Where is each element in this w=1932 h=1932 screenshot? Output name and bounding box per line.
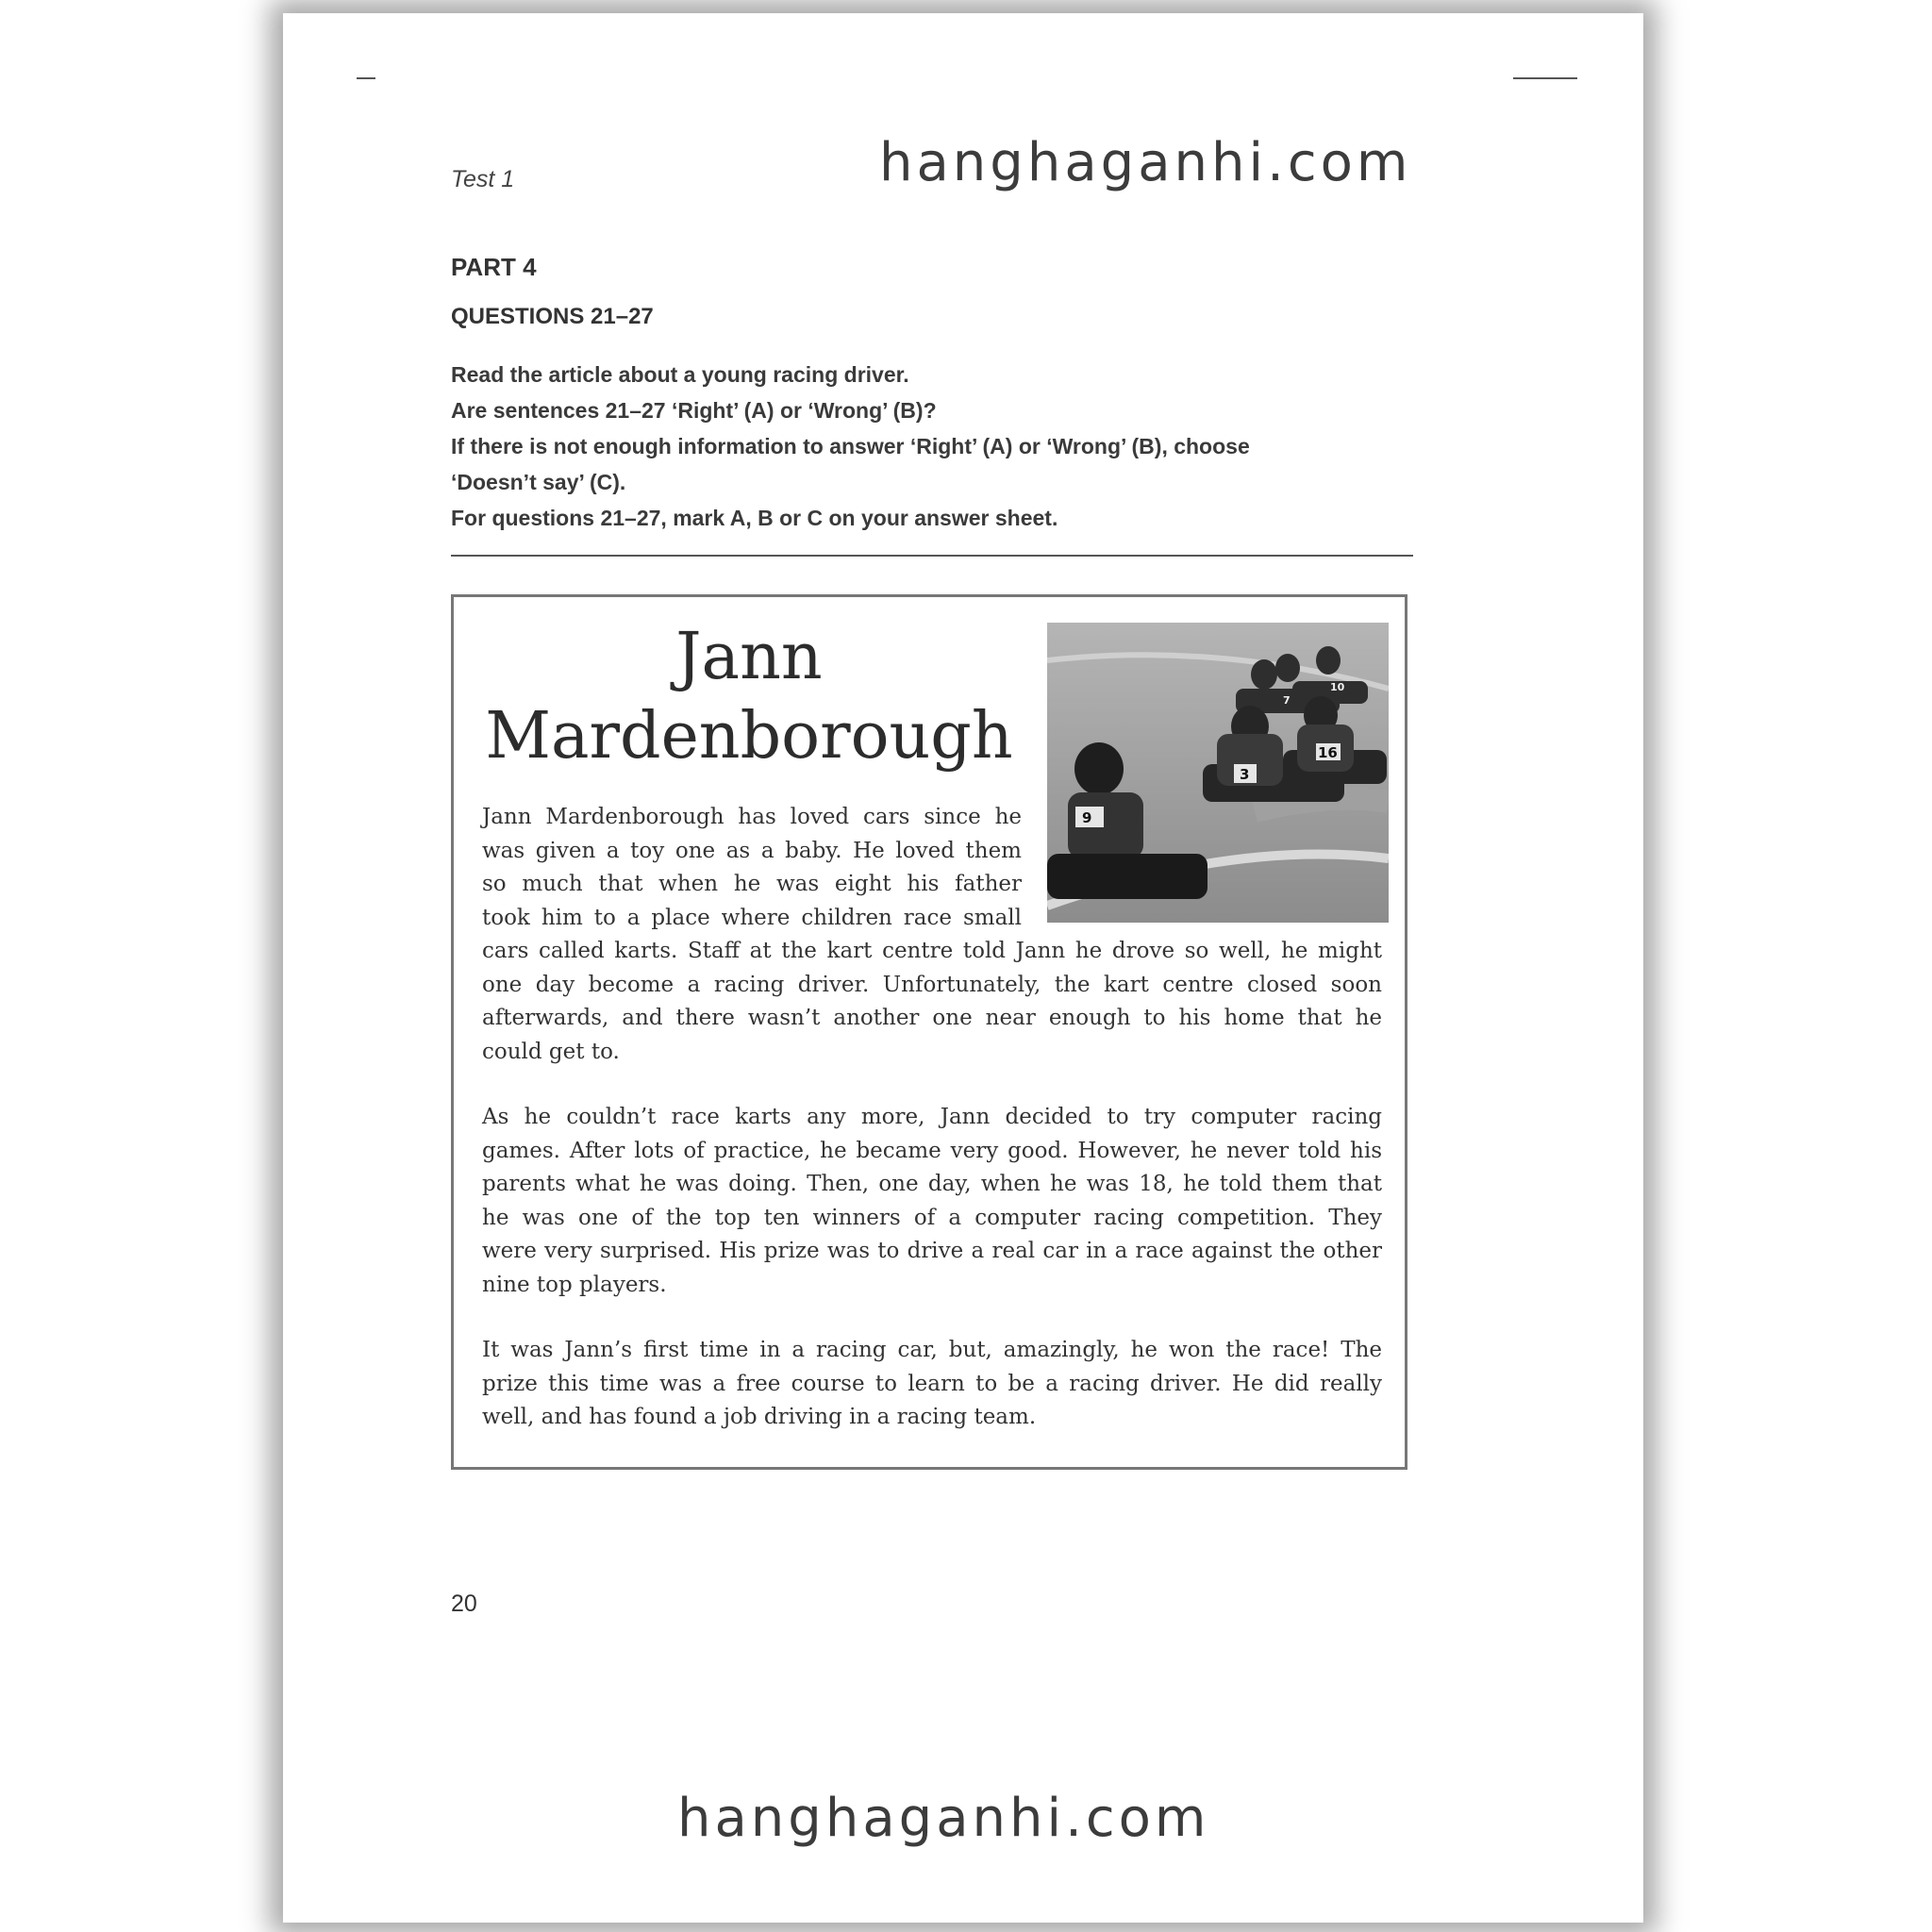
text-line: prize this time was a free course to learn to be a racing driver. He did really: [482, 1371, 1382, 1396]
kart-number: 3: [1240, 766, 1250, 783]
text-line: It was Jann’s first time in a racing car, but, amazingly, he won the race! The: [482, 1338, 1382, 1362]
kart-number: 10: [1330, 681, 1345, 693]
page-number: 20: [451, 1591, 477, 1617]
part-title: PART 4: [451, 253, 537, 281]
text-line: nine top players.: [482, 1272, 667, 1297]
questions-range: QUESTIONS 21–27: [451, 304, 654, 329]
instruction-line: ‘Doesn’t say’ (C).: [451, 470, 626, 494]
text-line: Jann Mardenborough has loved cars since he: [482, 805, 1022, 829]
watermark-bottom: hanghaganhi.com: [677, 1788, 1210, 1849]
instruction-line: Are sentences 21–27 ‘Right’ (A) or ‘Wrong’ (B)?: [451, 398, 937, 423]
text-line: was given a toy one as a baby. He loved them: [482, 838, 1022, 863]
instruction-line: Read the article about a young racing driver.: [451, 362, 909, 387]
instruction-line: If there is not enough information to answer ‘Right’ (A) or ‘Wrong’ (B), choose: [451, 434, 1250, 458]
text-line: afterwards, and there wasn’t another one near enough to his home that he: [482, 1006, 1382, 1030]
article-title-line1: Jann: [675, 620, 823, 694]
section-divider: [451, 555, 1413, 557]
text-line: As he couldn’t race karts any more, Jann decided to try computer racing: [482, 1105, 1382, 1129]
text-line: so much that when he was eight his father: [482, 872, 1022, 896]
instruction-line: For questions 21–27, mark A, B or C on your answer sheet.: [451, 506, 1058, 530]
article-paragraph-3: [482, 1334, 1382, 1435]
text-line: could get to.: [482, 1039, 620, 1064]
article-title-line2: Mardenborough: [485, 699, 1013, 774]
test-label: Test 1: [451, 166, 515, 192]
article-title: [485, 618, 1013, 776]
text-line: took him to a place where children race small: [482, 905, 1022, 930]
text-line: cars called karts. Staff at the kart centre told Jann he drove so well, he might: [482, 939, 1382, 963]
text-line: parents what he was doing. Then, one day, when he was 18, he told them that: [482, 1172, 1382, 1196]
crop-mark-left: [357, 77, 375, 79]
kart-number: 7: [1283, 694, 1291, 707]
kart-number: 9: [1082, 809, 1092, 826]
watermark-top: hanghaganhi.com: [879, 132, 1412, 193]
kart-number: 16: [1318, 744, 1338, 761]
text-line: one day become a racing driver. Unfortunately, the kart centre closed soon: [482, 972, 1382, 997]
crop-mark-right: [1513, 77, 1577, 79]
text-line: he was one of the top ten winners of a computer racing competition. They: [482, 1205, 1382, 1230]
instructions: [451, 357, 1338, 536]
article-paragraph-1: [482, 801, 1382, 1069]
text-line: well, and has found a job driving in a racing team.: [482, 1405, 1037, 1429]
text-line: games. After lots of practice, he became very good. However, he never told his: [482, 1138, 1382, 1163]
article-paragraph-2: [482, 1101, 1382, 1302]
text-line: were very surprised. His prize was to drive a real car in a race against the other: [482, 1239, 1382, 1263]
